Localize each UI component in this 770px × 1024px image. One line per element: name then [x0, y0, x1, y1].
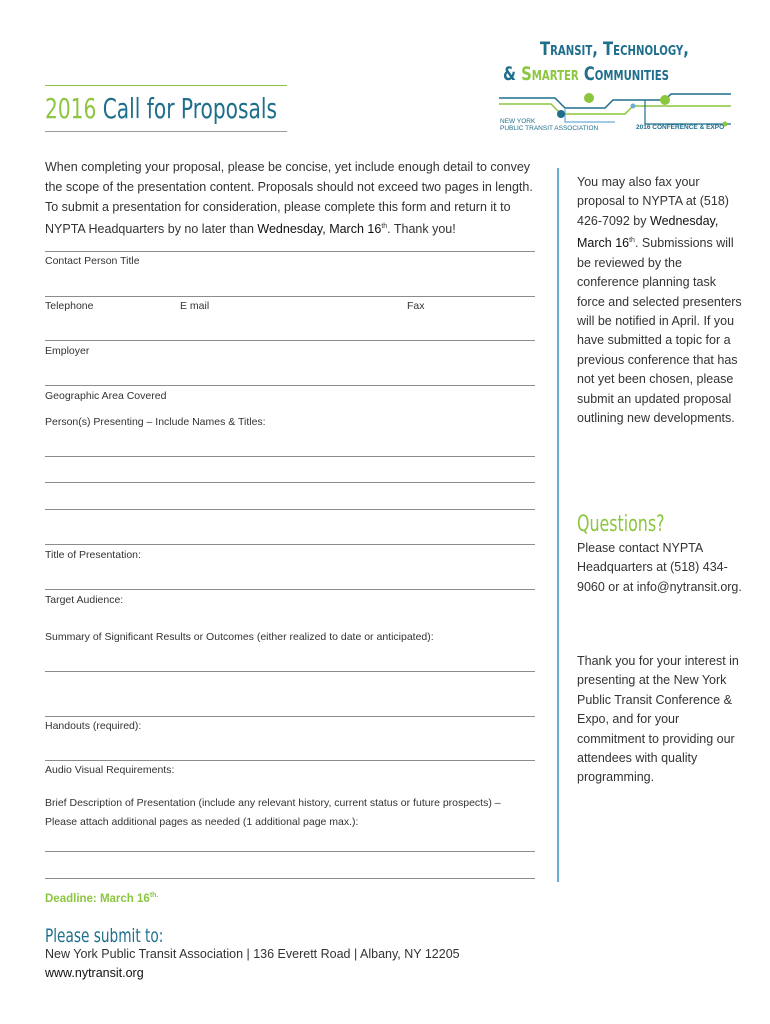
title-top-rule: [45, 85, 287, 86]
field-line[interactable]: [45, 760, 535, 761]
sidebar-deadline: Wednesday, March 16: [577, 213, 719, 251]
title-text: Call for Proposals: [102, 92, 277, 125]
logo-event: 2016 CONFERENCE & EXPO: [636, 124, 725, 131]
column-divider: [557, 168, 559, 882]
page-title: [45, 92, 277, 125]
logo-line-2: & Smarter Communities: [503, 63, 669, 85]
submit-heading: Please submit to:: [45, 925, 164, 947]
questions-text: Please contact NYPTA Headquarters at (518) 434-9060 or at info@nytransit.org.: [577, 541, 742, 594]
employer-label: Employer: [45, 345, 90, 357]
field-line[interactable]: [45, 340, 535, 341]
intro-deadline: Wednesday, March 16: [257, 222, 382, 237]
av-requirements-label: Audio Visual Requirements:: [45, 764, 175, 776]
website-link[interactable]: www.nytransit.org: [45, 966, 144, 980]
target-audience-label: Target Audience:: [45, 594, 124, 606]
field-line[interactable]: [45, 716, 535, 717]
intro-paragraph: When completing your proposal, please be concise, yet include enough detail to convey the scope of the presentation content. Proposals should not exceed two pages in length. To submit a presentation for consideration, please complete this form and return it to NYPTA Headquarters by no later than Wednesday, March 16th. Thank you!: [45, 160, 533, 237]
fax-label: Fax: [407, 300, 425, 312]
sidebar-fax-info: You may also fax your proposal to NYPTA at (518) 426-7092 by Wednesday, March 16th. Submissions will be reviewed by the conference planning task force and selected presenters will be notified in April. If you have submitted a topic for a previous conference that has not yet been chosen, please submit an updated proposal outlining new developments.: [577, 175, 742, 426]
field-line[interactable]: [45, 385, 535, 386]
contact-person-title-label: Contact Person Title: [45, 255, 140, 267]
field-line[interactable]: [45, 509, 535, 510]
field-line[interactable]: [45, 671, 535, 672]
field-line[interactable]: [45, 296, 535, 297]
summary-label: Summary of Significant Results or Outcomes (either realized to date or anticipated):: [45, 631, 434, 643]
title-of-presentation-label: Title of Presentation:: [45, 549, 141, 561]
field-line[interactable]: [45, 544, 535, 545]
title-year: 2016: [45, 92, 97, 125]
conference-logo: [495, 38, 735, 138]
field-line[interactable]: [45, 589, 535, 590]
field-line[interactable]: [45, 456, 535, 457]
field-line[interactable]: [45, 878, 535, 879]
thanks-text: Thank you for your interest in presenting at the New York Public Transit Conference & Expo, and for your commitment to providing our attendees with quality programming.: [577, 654, 739, 785]
field-line[interactable]: [45, 482, 535, 483]
field-line[interactable]: [45, 251, 535, 252]
logo-line-1: Transit, Technology,: [540, 38, 689, 60]
email-label: E mail: [180, 300, 210, 312]
brief-description-note: Please attach additional pages as needed (1 additional page max.):: [45, 816, 359, 828]
geographic-area-label: Geographic Area Covered: [45, 390, 167, 402]
telephone-label: Telephone: [45, 300, 94, 312]
submit-address: New York Public Transit Association | 136 Everett Road | Albany, NY 12205: [45, 947, 460, 961]
brief-description-label: Brief Description of Presentation (include any relevant history, current status or future prospects) –: [45, 797, 501, 809]
persons-presenting-label: Person(s) Presenting – Include Names & Titles:: [45, 416, 266, 428]
logo-org: NEW YORK PUBLIC TRANSIT ASSOCIATION: [500, 118, 599, 132]
title-bottom-rule: [45, 131, 287, 132]
field-line[interactable]: [45, 851, 535, 852]
handouts-label: Handouts (required):: [45, 720, 142, 732]
deadline-label: Deadline: March $16^{th.}$: [45, 892, 159, 905]
questions-heading: Questions?: [577, 512, 665, 537]
